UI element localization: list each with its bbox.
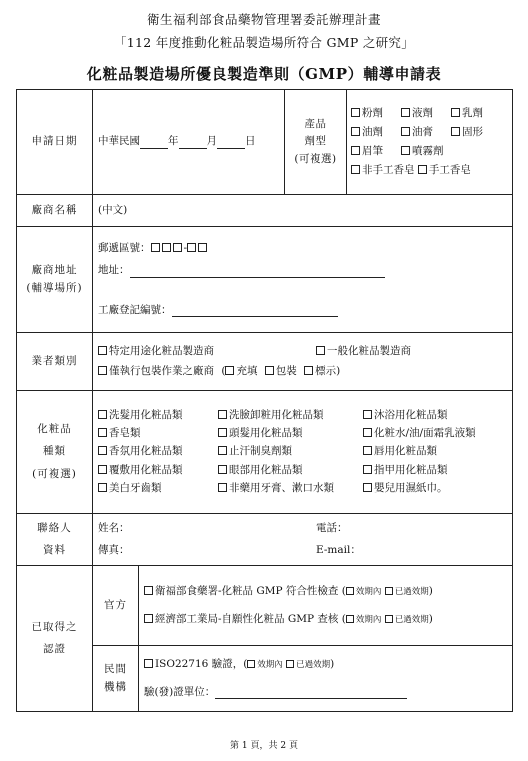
- product-option[interactable]: 非手工香皂: [351, 164, 415, 176]
- category-option[interactable]: 美白牙齒類: [98, 482, 218, 495]
- product-option[interactable]: 固形: [451, 126, 508, 139]
- civil-label: 民間 機構: [93, 646, 139, 712]
- checkbox[interactable]: [451, 127, 460, 136]
- product-option-row: [351, 164, 508, 177]
- company-name-label: 廠商名稱: [17, 195, 93, 227]
- application-form-table: [16, 89, 513, 712]
- official-certifications: [139, 566, 513, 646]
- certification-label: 已取得之 認證: [17, 566, 93, 712]
- checkbox[interactable]: [316, 346, 325, 355]
- postal-code-row: 郵遞區號： -: [98, 242, 507, 255]
- category-option[interactable]: 止汗制臭劑類: [218, 445, 363, 458]
- checkbox[interactable]: [385, 615, 393, 623]
- header-line-2: 「112 年度推動化粧品製造場所符合 GMP 之研究」: [113, 35, 415, 50]
- checkbox[interactable]: [218, 465, 227, 474]
- business-option[interactable]: 特定用途化粧品製造商: [98, 345, 316, 358]
- address-row: 地址：: [98, 264, 507, 277]
- category-option[interactable]: 唇用化粧品類: [363, 445, 507, 458]
- checkbox[interactable]: [247, 660, 255, 668]
- checkbox[interactable]: [418, 165, 427, 174]
- checkbox[interactable]: [346, 615, 354, 623]
- product-option[interactable]: 乳劑: [451, 107, 508, 120]
- product-option[interactable]: 手工香皂: [418, 164, 471, 176]
- phone-field[interactable]: 電話：: [316, 522, 348, 535]
- address-blank[interactable]: [130, 266, 385, 278]
- checkbox[interactable]: [98, 366, 107, 375]
- fax-field[interactable]: 傳真：: [98, 543, 130, 556]
- contact-fields: [93, 514, 513, 566]
- checkbox[interactable]: [98, 410, 107, 419]
- official-label: 官方: [93, 566, 139, 646]
- checkbox[interactable]: [385, 587, 393, 595]
- company-address-field: [93, 227, 513, 333]
- business-type-label: 業者類別: [17, 333, 93, 391]
- issuer-row: 驗(發)證單位：: [144, 686, 507, 699]
- category-option[interactable]: 覆敷用化粧品類: [98, 464, 218, 477]
- business-type-options: 特定用途化粧品製造商 一般化粧品製造商 僅執行包裝作業之廠商 ( 充填 包裝 標示): [93, 333, 513, 391]
- category-option[interactable]: 嬰兒用濕紙巾。: [363, 482, 507, 495]
- cosmetic-category-options: [93, 391, 513, 514]
- checkbox[interactable]: [346, 587, 354, 595]
- checkbox[interactable]: [363, 446, 372, 455]
- postal-digit-box[interactable]: [162, 243, 171, 252]
- category-option[interactable]: 香氛用化粧品類: [98, 445, 218, 458]
- checkbox[interactable]: [98, 446, 107, 455]
- application-date-field[interactable]: 中華民國 年 月 日: [93, 90, 285, 195]
- category-option[interactable]: 化粧水/油/面霜乳液類: [363, 427, 507, 440]
- postal-digit-box[interactable]: [173, 243, 182, 252]
- form-title: 化粧品製造場所優良製造準則（GMP）輔導申請表: [86, 65, 442, 83]
- product-option[interactable]: 噴霧劑: [401, 145, 508, 158]
- category-option[interactable]: 香皂類: [98, 427, 218, 440]
- checkbox[interactable]: [363, 428, 372, 437]
- day-blank[interactable]: [217, 137, 245, 149]
- checkbox[interactable]: [351, 108, 360, 117]
- checkbox[interactable]: [401, 108, 410, 117]
- year-blank[interactable]: [140, 137, 168, 149]
- checkbox[interactable]: [451, 108, 460, 117]
- checkbox[interactable]: [351, 165, 360, 174]
- postal-digit-box[interactable]: [187, 243, 196, 252]
- sub-option[interactable]: 包裝: [265, 365, 297, 377]
- civil-certifications: [139, 646, 513, 712]
- checkbox[interactable]: [286, 660, 294, 668]
- business-option[interactable]: 一般化粧品製造商: [316, 345, 411, 357]
- checkbox[interactable]: [218, 428, 227, 437]
- checkbox[interactable]: [98, 483, 107, 492]
- product-option[interactable]: 粉劑: [351, 107, 401, 120]
- name-field[interactable]: 姓名：: [98, 522, 130, 535]
- company-name-field[interactable]: (中文): [93, 195, 513, 227]
- product-option[interactable]: 油膏: [401, 126, 451, 139]
- checkbox[interactable]: [225, 366, 234, 375]
- category-option[interactable]: 指甲用化粧品類: [363, 464, 507, 477]
- postal-digit-box[interactable]: [198, 243, 207, 252]
- application-date-label: 申請日期: [17, 90, 93, 195]
- category-option[interactable]: 洗髮用化粧品類: [98, 409, 218, 422]
- checkbox[interactable]: [98, 346, 107, 355]
- product-option[interactable]: 油劑: [351, 126, 401, 139]
- category-option[interactable]: 洗臉卸粧用化粧品類: [218, 409, 363, 422]
- company-address-label: 廠商地址 (輔導場所): [17, 227, 93, 333]
- checkbox[interactable]: [401, 127, 410, 136]
- postal-digit-box[interactable]: [151, 243, 160, 252]
- checkbox[interactable]: [144, 659, 153, 668]
- checkbox[interactable]: [144, 586, 153, 595]
- civil-cert-row: ISO22716 驗證，( 效期內 已過效期): [144, 658, 507, 671]
- checkbox[interactable]: [351, 146, 360, 155]
- category-option[interactable]: 非藥用牙膏、漱口水類: [218, 482, 363, 495]
- checkbox[interactable]: [363, 483, 372, 492]
- registration-blank[interactable]: [172, 305, 338, 317]
- issuer-blank[interactable]: [215, 687, 407, 699]
- checkbox[interactable]: [218, 483, 227, 492]
- category-option[interactable]: 沐浴用化粧品類: [363, 409, 507, 422]
- category-option[interactable]: 頭髮用化粧品類: [218, 427, 363, 440]
- page-footer: 第 1 頁，共 2 頁: [230, 741, 298, 751]
- checkbox[interactable]: [218, 410, 227, 419]
- checkbox[interactable]: [363, 465, 372, 474]
- official-cert-row: 經濟部工業局-自願性化粧品 GMP 查核 ( 效期內 已過效期): [144, 613, 510, 626]
- checkbox[interactable]: [304, 366, 313, 375]
- product-option[interactable]: 眉筆: [351, 145, 401, 158]
- checkbox[interactable]: [98, 428, 107, 437]
- checkbox[interactable]: [401, 146, 410, 155]
- checkbox[interactable]: [218, 446, 227, 455]
- sub-option[interactable]: 標示: [304, 365, 336, 377]
- sub-option[interactable]: 充填: [225, 365, 257, 377]
- checkbox[interactable]: [265, 366, 274, 375]
- checkbox[interactable]: [351, 127, 360, 136]
- cosmetic-category-label: 化粧品 種類 (可複選): [17, 391, 93, 514]
- header-line-1: 衛生福利部食品藥物管理署委託辦理計畫: [146, 12, 381, 27]
- business-option[interactable]: 僅執行包裝作業之廠商: [98, 365, 214, 377]
- product-option[interactable]: 液劑: [401, 107, 451, 120]
- checkbox[interactable]: [98, 465, 107, 474]
- checkbox[interactable]: [144, 614, 153, 623]
- official-cert-row: 衛福部食藥署-化粧品 GMP 符合性檢查 ( 效期內 已過效期): [144, 585, 510, 598]
- contact-label: 聯絡人 資料: [17, 514, 93, 566]
- registration-row: 工廠登記編號：: [98, 304, 507, 317]
- product-type-options: [347, 90, 513, 195]
- email-field[interactable]: E-mail：: [316, 543, 361, 556]
- checkbox[interactable]: [363, 410, 372, 419]
- category-option[interactable]: 眼部用化粧品類: [218, 464, 363, 477]
- month-blank[interactable]: [179, 137, 207, 149]
- product-type-label: 產品 劑型 (可複選): [285, 90, 347, 195]
